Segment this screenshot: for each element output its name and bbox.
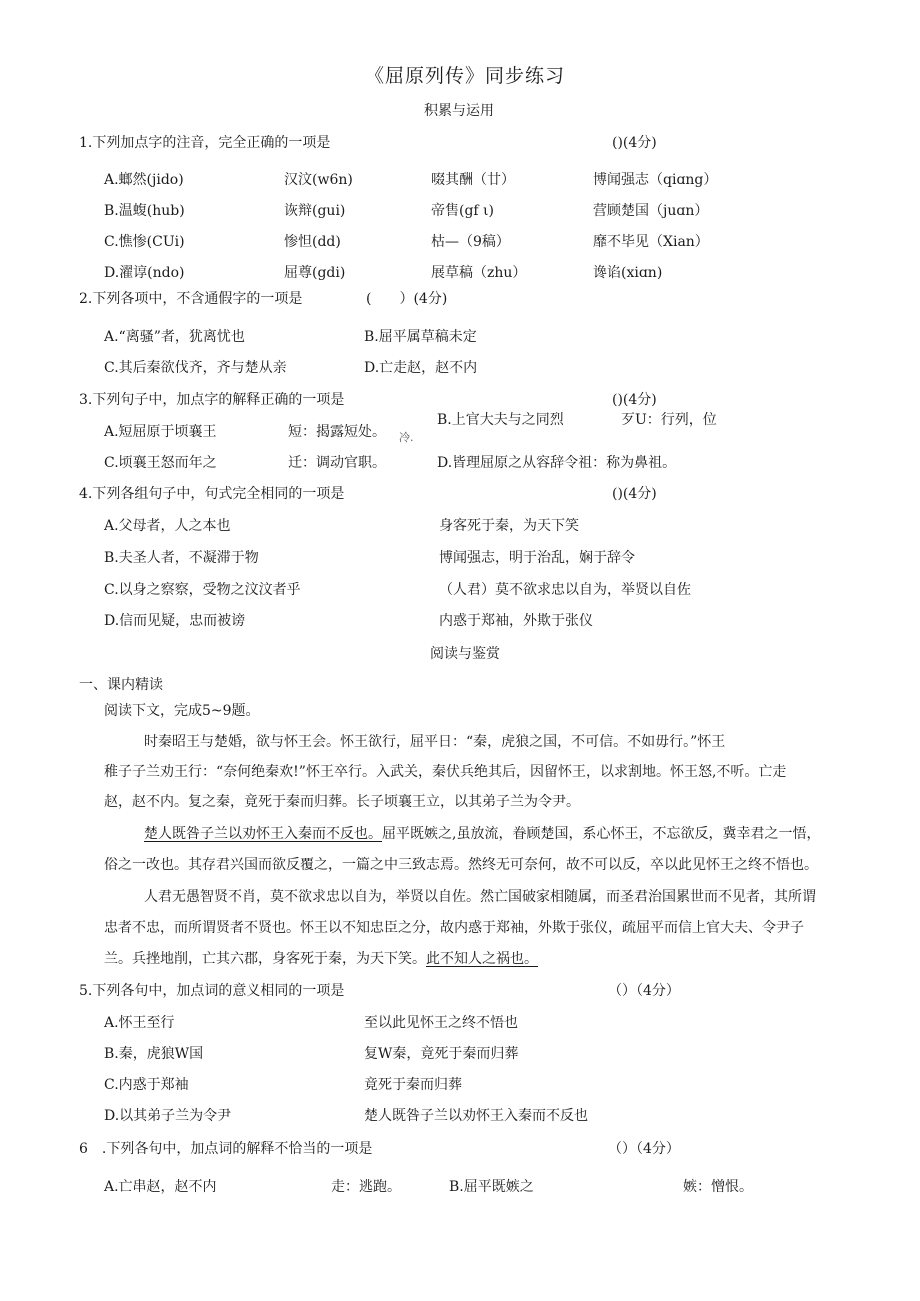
q1-option-d-item2: 屈尊(gdi)	[284, 265, 346, 281]
q2-option-c: C.其后秦欲伐齐，齐与楚从亲	[104, 360, 287, 376]
q6-option-b-gloss: 嫉：憎恨。	[683, 1179, 753, 1195]
page-title: 《屈原列传》同步练习	[365, 65, 566, 87]
q3-option-b-gloss: 歹U：行列，位	[621, 412, 717, 428]
q5-option-a: A.怀王至行	[104, 1015, 175, 1031]
question-3-stem: 3.下列句子中，加点字的解释正确的一项是	[79, 392, 345, 408]
q6-option-b: B.屈平既嫉之	[449, 1179, 534, 1195]
q1-option-c-item3: 枯—（9稿）	[431, 234, 510, 250]
passage-p3-line2: 忠者不忠，而所谓贤者不贤也。怀王以不知忠臣之分，故内惑于郑袖，外欺于张仪，疏屈平而信上官大夫、令尹子	[104, 920, 804, 936]
section-heading-reading: 阅读与鉴赏	[430, 646, 500, 662]
question-2-stem: 2.下列各项中，不含通假字的一项是	[79, 291, 303, 307]
passage-p1-line1: 时秦昭王与楚婚，欲与怀王会。怀王欲行，屈平日：“秦，虎狼之国，不可信。不如毋行。”怀王	[144, 734, 726, 750]
q2-option-a: A.“离骚”者，犹离忧也	[104, 329, 245, 345]
underlined-sentence-2: 此不知人之祸也。	[426, 951, 538, 967]
question-4-score: ()(4分)	[612, 486, 657, 502]
q4-option-b-pair: 博闻强志，明于治乱，娴于辞令	[439, 550, 635, 566]
q1-option-c-item2: 惨怛(dd)	[284, 234, 341, 250]
q1-option-d-item4: 谗谄(xiɑn)	[593, 265, 663, 281]
q6-option-a: A.亡串赵，赵不内	[104, 1179, 217, 1195]
q3-option-c-gloss: 迁：调动官职。	[288, 455, 386, 471]
q3-option-c: C.顷襄王怒而年之	[104, 455, 217, 471]
q5-option-c-pair: 竟死于秦而归葬	[364, 1077, 462, 1093]
part-heading: 一、课内精读	[79, 677, 163, 693]
q1-option-b-item4: 营顾楚国（juɑn）	[593, 203, 709, 219]
question-5-stem: 5.下列各句中，加点词的意义相同的一项是	[79, 983, 345, 999]
q5-option-b: B.秦，虎狼W国	[104, 1046, 204, 1062]
q5-option-c: C.内惑于郑袖	[104, 1077, 189, 1093]
passage-p3-line3-text: 兰。兵挫地削，亡其六郡，身客死于秦，为天下笑。	[104, 951, 426, 967]
q1-option-d-item3: 展草稿（zhu）	[431, 265, 527, 281]
question-1-stem: 1.下列加点字的注音，完全正确的一项是	[79, 135, 331, 151]
q1-option-b: B.温蝮(hub)	[104, 203, 185, 219]
q2-option-d: D.亡走赵，赵不内	[364, 360, 478, 376]
q5-option-d-pair: 楚人既咎子兰以劝怀王入秦而不反也	[364, 1108, 588, 1124]
q3-option-a: A.短屈原于顷襄王	[104, 424, 217, 440]
question-4-stem: 4.下列各组句子中，句式完全相同的一项是	[79, 486, 345, 502]
q4-option-a-pair: 身客死于秦，为天下笑	[439, 518, 579, 534]
q1-option-a-item3: 啜其酬（廿）	[431, 172, 515, 188]
q1-option-a-item4: 博闻强志（qiɑng）	[593, 172, 718, 188]
q5-option-b-pair: 复W秦，竟死于秦而归葬	[364, 1046, 519, 1062]
q3-option-b: B.上官大夫与之同烈	[437, 412, 564, 428]
q1-option-a-item2: 汉汶(w6n)	[284, 172, 353, 188]
q1-option-a: A.螂然(jido)	[104, 172, 184, 188]
q1-option-c: C.憔惨(CUi)	[104, 234, 185, 250]
question-6-stem: 6 .下列各句中，加点词的解释不恰当的一项是	[79, 1141, 373, 1157]
passage-p1-line2: 稚子子兰劝王行：“奈何绝秦欢!”怀王卒行。入武关，秦伏兵绝其后，因留怀王，以求割地。怀王怒,不听。亡走	[104, 764, 787, 780]
q4-option-c: C.以身之察察，受物之汶汶者乎	[104, 582, 301, 598]
q1-option-c-item4: 靡不毕见（Xian）	[593, 234, 709, 250]
passage-p3-line1: 人君无愚智贤不肖，莫不欲求忠以自为，举贤以自佐。然亡国破家相随属，而圣君治国累世而不见者，其所谓	[144, 889, 816, 905]
q1-option-d: D.濯谆(ndo)	[104, 265, 185, 281]
q3-option-d: D.皆理屈原之从容辞令祖：称为鼻祖。	[437, 455, 677, 471]
q1-option-b-item3: 帝售(gf ι)	[431, 203, 495, 219]
question-2-score: ( ）(4分)	[366, 291, 448, 307]
passage-p3-line3	[104, 949, 538, 969]
passage-p2-line1	[144, 824, 820, 844]
q6-option-a-gloss: 走：逃跑。	[331, 1179, 401, 1195]
q1-option-b-item2: 诙辩(gui)	[284, 203, 346, 219]
question-1-score: ()(4分)	[612, 135, 657, 151]
q2-option-b: B.屈平属草稿未定	[364, 329, 477, 345]
q4-option-b: B.夫圣人者，不凝滞于物	[104, 550, 259, 566]
q3-option-a-gloss: 短：揭露短处。	[288, 424, 386, 440]
reading-instruction: 阅读下文，完成5~9题。	[104, 703, 260, 719]
q5-option-a-pair: 至以此见怀王之终不悟也	[364, 1015, 518, 1031]
q5-option-d: D.以其弟子兰为令尹	[104, 1108, 232, 1124]
q4-option-d: D.信而见疑，忠而被谤	[104, 613, 246, 629]
question-3-score: ()(4分)	[612, 392, 657, 408]
passage-p2-line1-rest: 屈平既嫉之,虽放流，眷顾楚国，系心怀王，不忘欲反，冀幸君之一悟，	[382, 826, 821, 842]
q4-option-d-pair: 内惑于郑袖，外欺于张仪	[439, 613, 593, 629]
question-5-score: （）（4分）	[608, 983, 680, 999]
passage-p2-line2: 俗之一改也。其存君兴国而欲反覆之，一篇之中三致志焉。然终无可奈何，故不可以反，卒以此见怀王之终不悟也。	[104, 857, 818, 873]
question-6-score: （）（4分）	[608, 1141, 680, 1157]
q4-option-a: A.父母者，人之本也	[104, 518, 231, 534]
passage-p1-line3: 赵，赵不内。复之秦，竟死于秦而归葬。长子顷襄王立，以其弟子兰为令尹。	[104, 794, 580, 810]
section-heading-practice: 积累与运用	[424, 103, 494, 119]
underlined-sentence-1: 楚人既咎子兰以劝怀王入秦而不反也。	[144, 826, 382, 842]
q4-option-c-pair: （人君）莫不欲求忠以自为，举贤以自佐	[439, 582, 691, 598]
stray-mark: 冷.	[399, 431, 414, 444]
